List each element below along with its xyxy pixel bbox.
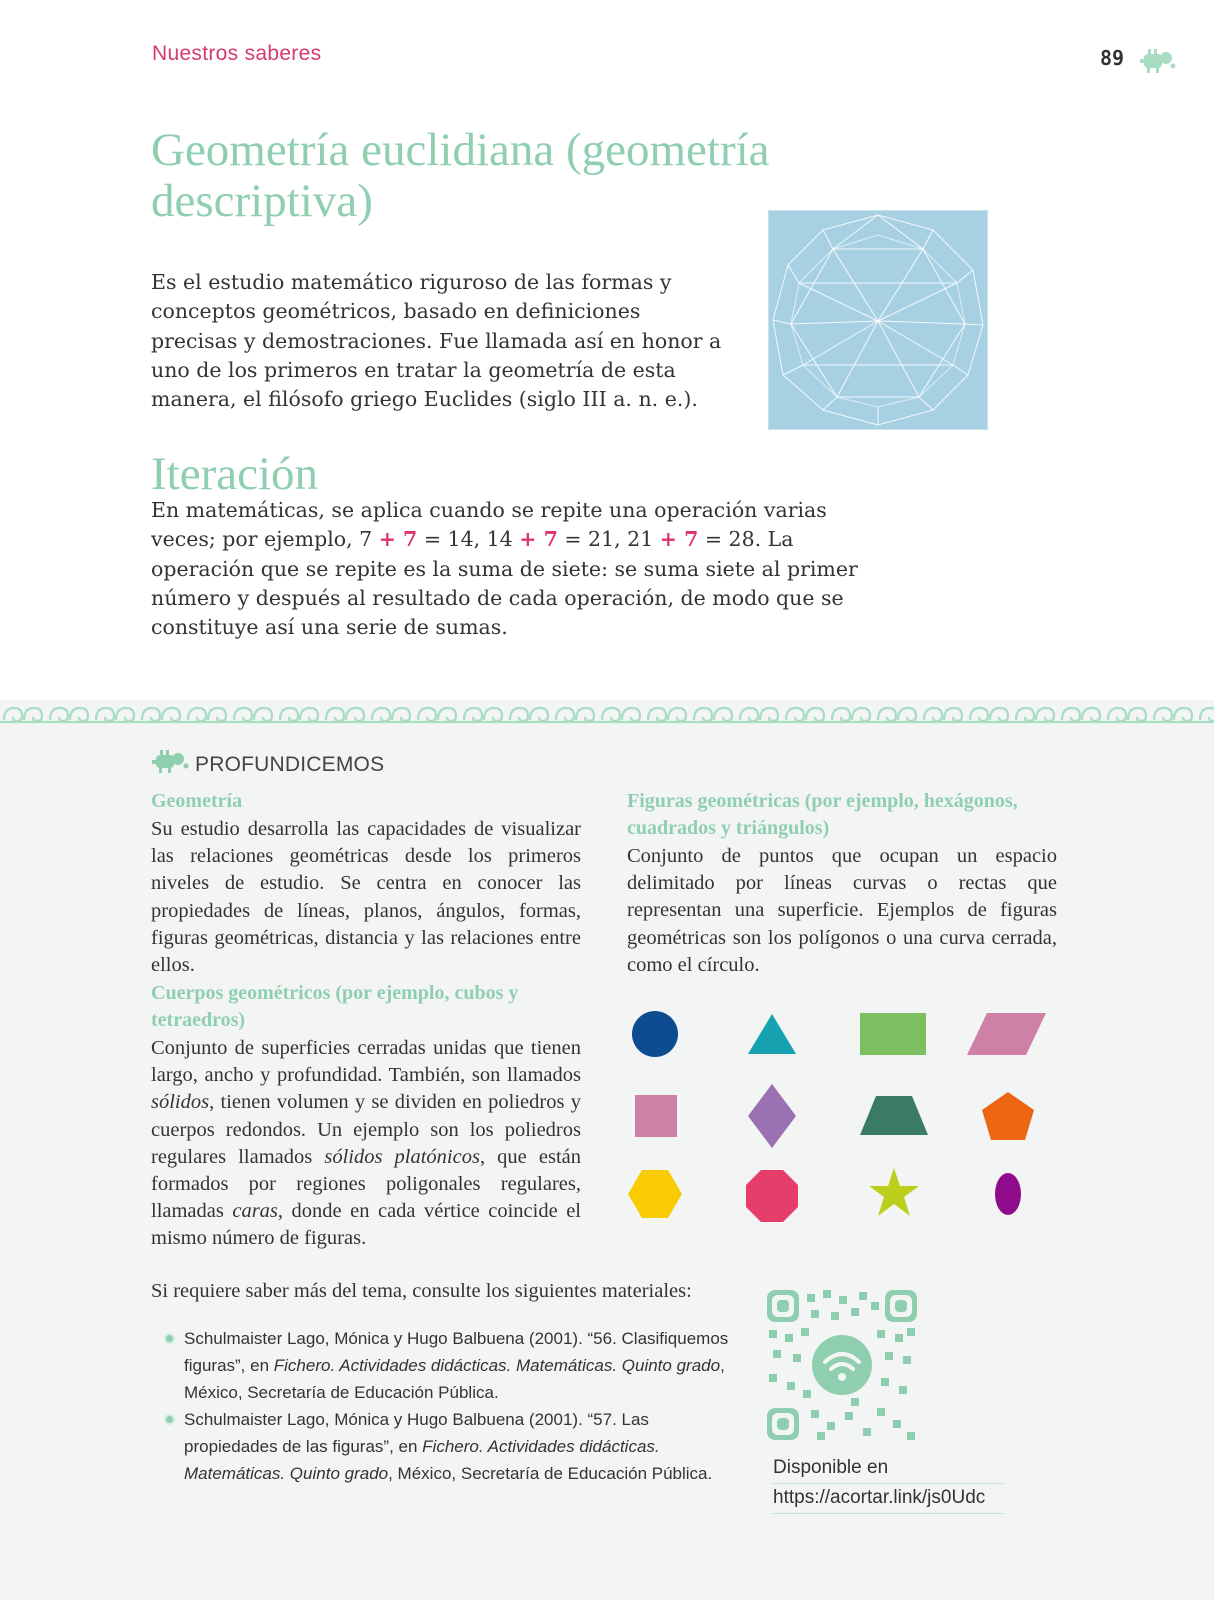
bullet-icon: [164, 1333, 175, 1344]
rhombus-shape: [748, 1084, 796, 1148]
figures-text: Conjunto de puntos que ocupan un espacio delimitado por líneas curvas o rectas que representan una superficie. Ejemplos de figuras geométricas son los polígonos o una curva cerrada, como el círculo.: [627, 845, 1057, 976]
octagon-shape: [746, 1170, 798, 1222]
solids-text: Conjunto de superficies cerradas unidas que tienen largo, ancho y profundidad. También, son llamados sólidos, tienen volumen y se dividen en poliedros y cuerpos redondos. Un ejemplo son los poliedros regulares llamados sólidos platónicos, que están formados por regiones poligonales regulares, llamadas caras, donde en cada vértice coincide el mismo número de figuras.: [151, 1037, 581, 1250]
geodesic-sphere-image: [768, 210, 988, 430]
available-label: Disponible en: [773, 1454, 1003, 1484]
profundicemos-title: PROFUNDICEMOS: [195, 753, 385, 776]
geometry-text: Su estudio desarrolla las capacidades de visualizar las relaciones geométricas desde los primeros niveles de estudio. Se centra en conocer las propiedades de líneas, planos, ángulos, formas, figuras geométricas, distancia y las relaciones entre ellos.: [151, 818, 581, 977]
geometric-shapes-grid: [622, 1004, 1062, 1234]
star-shape: [869, 1168, 919, 1216]
trapezoid-shape: [860, 1096, 928, 1135]
page-number: 89: [1100, 46, 1125, 70]
decorative-border: [0, 700, 1214, 728]
hexagon-shape: [628, 1170, 682, 1218]
availability-info: [773, 1454, 1003, 1514]
bullet-icon: [164, 1414, 175, 1425]
reference-item: Schulmaister Lago, Mónica y Hugo Balbuena (2001). “56. Clasifiquemos figuras”, en Fichero. Actividades didácticas. Matemáticas. Quinto grado, México, Secretaría de Educación Pública.: [184, 1329, 729, 1402]
rectangle-shape: [860, 1013, 926, 1055]
highlight-plus-seven: + 7: [378, 527, 418, 552]
iteration-text: En matemáticas, se aplica cuando se repite una operación varias veces; por ejemplo, 7 + 7 = 14, 14 + 7 = 21, 21 + 7 = 28. La operación que se repite es la suma de siete: se suma siete al primer número y después al resultado de cada operación, de modo que se constituye así una serie de sumas.: [151, 498, 858, 640]
references-intro: Si requiere saber más del tema, consulte los siguientes materiales:: [151, 1280, 692, 1302]
highlight-plus-seven: + 7: [659, 527, 699, 552]
highlight-plus-seven: + 7: [519, 527, 558, 552]
square-shape: [635, 1095, 677, 1137]
reference-item: Schulmaister Lago, Mónica y Hugo Balbuena (2001). “57. Las propiedades de las figuras”, en Fichero. Actividades didácticas. Matemáticas. Quinto grado, México, Secretaría de Educación Pública.: [184, 1410, 713, 1483]
pentagon-shape: [982, 1092, 1034, 1140]
qr-code[interactable]: [767, 1290, 917, 1440]
reference-link[interactable]: https://acortar.link/js0Udc: [773, 1484, 1003, 1514]
iteration-title: Iteración: [151, 448, 319, 500]
solids-heading: Cuerpos geométricos (por ejemplo, cubos y tetraedros): [151, 982, 519, 1031]
triangle-shape: [748, 1014, 796, 1054]
glyph-emblem-icon: [150, 748, 190, 776]
figures-heading: Figuras geométricas (por ejemplo, hexágonos, cuadrados y triángulos): [627, 790, 1018, 839]
glyph-emblem-icon: [1138, 46, 1178, 76]
geodesic-sphere-drawing: [769, 211, 987, 429]
parallelogram-shape: [967, 1013, 1046, 1055]
geometry-heading: Geometría: [151, 790, 243, 812]
euclid-title: Geometría euclidiana (geometría descriptiva): [151, 124, 770, 227]
section-name: Nuestros saberes: [152, 42, 322, 65]
euclid-text: Es el estudio matemático riguroso de las formas y conceptos geométricos, basado en definiciones precisas y demostraciones. Fue llamada así en honor a uno de los primeros en tratar la geometría de esta manera, el filósofo griego Euclides (siglo III a. n. e.).: [151, 270, 722, 412]
ellipse-shape: [995, 1173, 1021, 1215]
circle-shape: [632, 1011, 678, 1057]
